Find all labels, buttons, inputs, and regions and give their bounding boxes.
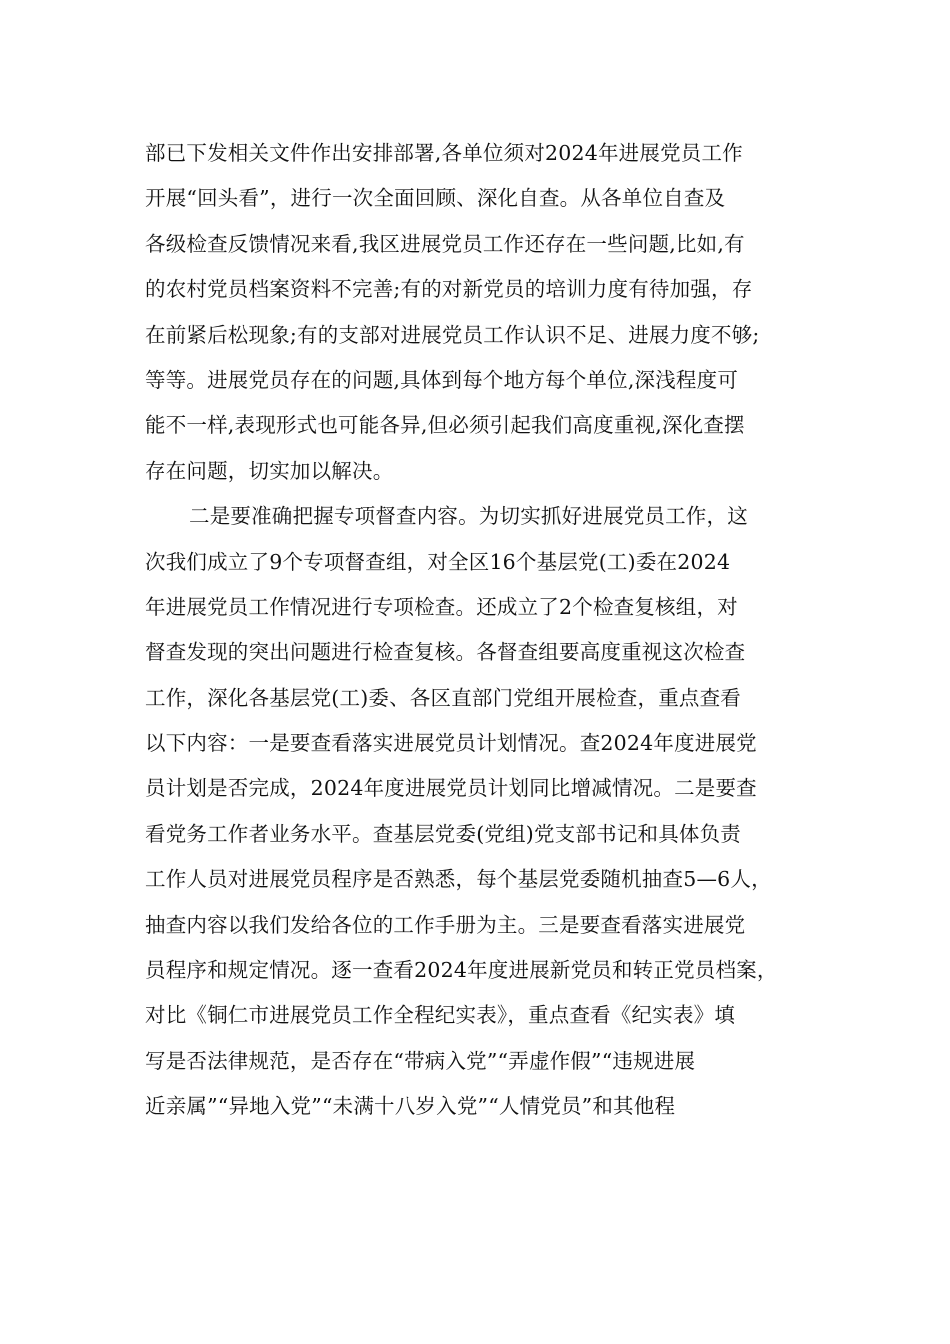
text-line: 在前紧后松现象;有的支部对进展党员工作认识不足、进展力度不够; (145, 322, 760, 347)
text-line: 的农村党员档案资料不完善;有的对新党员的培训力度有待加强，存 (145, 277, 753, 302)
text-line: 员计划是否完成，2024年度进展党员计划同比增减情况。二是要查 (145, 776, 757, 801)
text-line: 员程序和规定情况。逐一查看2024年度进展新党员和转正党员档案， (145, 958, 778, 983)
text-line: 以下内容：一是要查看落实进展党员计划情况。查2024年度进展党 (145, 731, 757, 756)
text-line: 写是否法律规范，是否存在“带病入党”“弄虚作假”“违规进展 (145, 1048, 696, 1073)
body-text (145, 131, 825, 1130)
text-line: 部已下发相关文件作出安排部署,各单位须对2024年进展党员工作 (145, 141, 743, 165)
paragraph-1 (145, 131, 825, 494)
text-line: 开展“回头看”，进行一次全面回顾、深化自查。从各单位自查及 (145, 186, 726, 211)
text-line: 抽查内容以我们发给各位的工作手册为主。三是要查看落实进展党 (145, 912, 746, 937)
text-line: 各级检查反馈情况来看,我区进展党员工作还存在一些问题,比如,有 (145, 231, 745, 256)
text-line: 工作，深化各基层党(工)委、各区直部门党组开展检查，重点查看 (145, 685, 741, 710)
text-line: 二是要准确把握专项督查内容。为切实抓好进展党员工作，这 (189, 504, 748, 529)
text-line: 存在问题，切实加以解决。 (145, 458, 394, 483)
text-line: 近亲属”“异地入党”“未满十八岁入党”“人情党员”和其他程 (145, 1094, 676, 1119)
text-line: 能不一样,表现形式也可能各异,但必须引起我们高度重视,深化查摆 (145, 413, 745, 438)
paragraph-2 (145, 494, 825, 1129)
text-line: 工作人员对进展党员程序是否熟悉，每个基层党委随机抽查5—6人， (145, 867, 772, 892)
text-line: 年进展党员工作情况进行专项检查。还成立了2个检查复核组，对 (145, 594, 738, 619)
text-line: 督查发现的突出问题进行检查复核。各督查组要高度重视这次检查 (145, 640, 746, 665)
text-line: 等等。进展党员存在的问题,具体到每个地方每个单位,深浅程度可 (145, 367, 739, 392)
text-line: 次我们成立了9个专项督查组，对全区16个基层党(工)委在2024 (145, 549, 731, 574)
text-line: 对比《铜仁市进展党员工作全程纪实表》，重点查看《纪实表》填 (145, 1003, 736, 1028)
text-line: 看党务工作者业务水平。查基层党委(党组)党支部书记和具体负责 (145, 821, 741, 846)
